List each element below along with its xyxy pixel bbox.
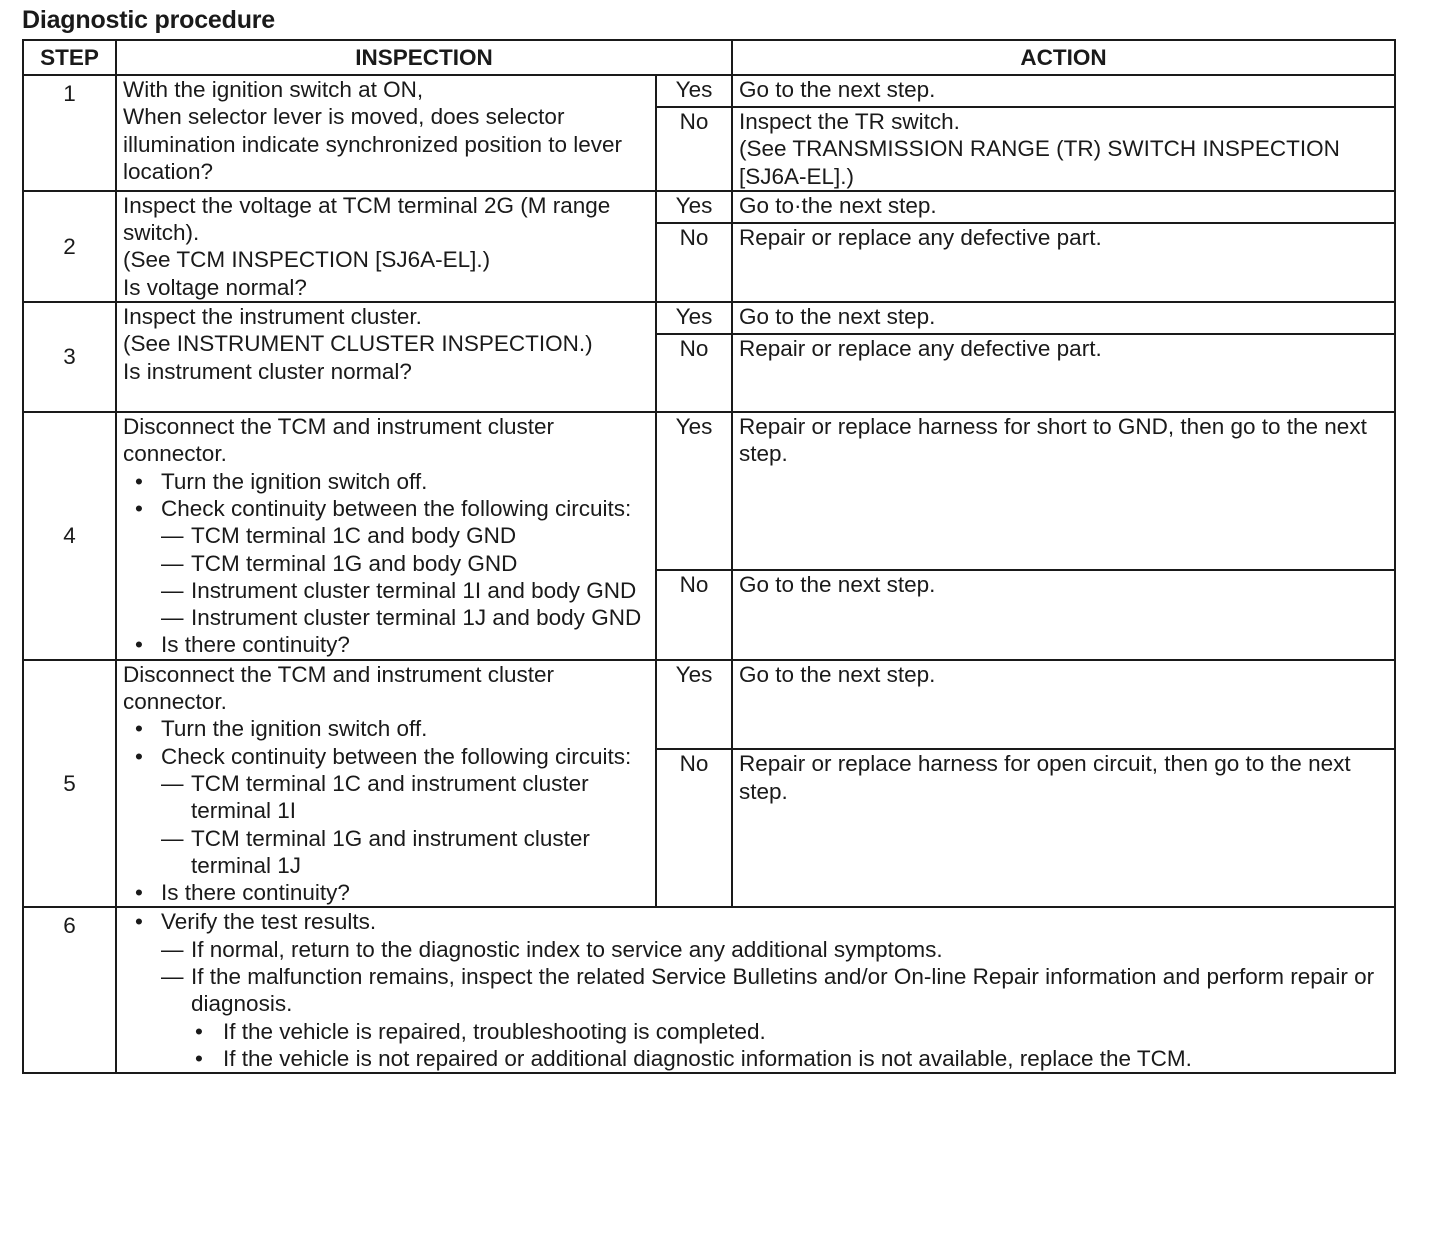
circuit-list bbox=[161, 770, 649, 879]
no-label: No bbox=[656, 334, 732, 412]
circuit-item: — TCM terminal 1C and body GND bbox=[161, 522, 649, 549]
header-action: ACTION bbox=[732, 40, 1395, 75]
circuit-list bbox=[161, 522, 649, 631]
circuit-item: — TCM terminal 1G and instrument cluster terminal 1J bbox=[161, 825, 649, 880]
result-item bbox=[161, 963, 1388, 1072]
step-number: 2 bbox=[23, 191, 116, 302]
action-yes: Go to the next step. bbox=[732, 302, 1395, 334]
circuit-item: — Instrument cluster terminal 1J and body GND bbox=[161, 604, 649, 631]
yes-label: Yes bbox=[656, 191, 732, 223]
inspection-bullets bbox=[123, 715, 649, 906]
inspection-text: Inspect the instrument cluster. (See INSTRUMENT CLUSTER INSPECTION.) Is instrument cluster normal? bbox=[116, 302, 656, 412]
action-no: Repair or replace any defective part. bbox=[732, 223, 1395, 302]
list-item bbox=[123, 908, 1388, 1072]
action-no: Go to the next step. bbox=[732, 570, 1395, 659]
table-row bbox=[23, 191, 1395, 223]
inspection-text: Inspect the voltage at TCM terminal 2G (M range switch). (See TCM INSPECTION [SJ6A-EL].) Is voltage normal? bbox=[116, 191, 656, 302]
action-no: Inspect the TR switch. (See TRANSMISSION RANGE (TR) SWITCH INSPECTION [SJ6A-EL].) bbox=[732, 107, 1395, 191]
list-item: • Turn the ignition switch off. bbox=[123, 715, 649, 742]
result-item: — If normal, return to the diagnostic index to service any additional symptoms. bbox=[161, 936, 1388, 963]
check-text: Check continuity between the following circuits: bbox=[161, 495, 632, 521]
circuit-item: — TCM terminal 1G and body GND bbox=[161, 550, 649, 577]
list-item: • Is there continuity? bbox=[123, 631, 649, 658]
inspection-text bbox=[116, 660, 656, 908]
table-row bbox=[23, 660, 1395, 749]
step-number: 6 bbox=[23, 907, 116, 1073]
inspection-intro: Disconnect the TCM and instrument cluster connector. bbox=[123, 661, 555, 715]
step-number: 5 bbox=[23, 660, 116, 908]
step-number: 3 bbox=[23, 302, 116, 412]
list-item bbox=[123, 495, 649, 631]
table-row bbox=[23, 75, 1395, 107]
circuit-item: — TCM terminal 1C and instrument cluster terminal 1I bbox=[161, 770, 649, 825]
action-yes: Repair or replace harness for short to GND, then go to the next step. bbox=[732, 412, 1395, 570]
inspection-text bbox=[116, 412, 656, 660]
inspection-bullets bbox=[123, 468, 649, 659]
check-text: Check continuity between the following circuits: bbox=[161, 743, 632, 769]
no-label: No bbox=[656, 749, 732, 907]
action-no: Repair or replace any defective part. bbox=[732, 334, 1395, 412]
table-row bbox=[23, 907, 1395, 1073]
header-step: STEP bbox=[23, 40, 116, 75]
header-row bbox=[23, 40, 1395, 75]
sub-item: • If the vehicle is repaired, troubleshooting is completed. bbox=[191, 1018, 1388, 1045]
verify-text: Verify the test results. bbox=[161, 909, 377, 935]
no-label: No bbox=[656, 570, 732, 659]
list-item: • Is there continuity? bbox=[123, 879, 649, 906]
action-no: Repair or replace harness for open circuit, then go to the next step. bbox=[732, 749, 1395, 907]
yes-label: Yes bbox=[656, 412, 732, 570]
list-item bbox=[123, 743, 649, 879]
step-number: 4 bbox=[23, 412, 116, 660]
inspection-bullets bbox=[123, 908, 1388, 1072]
action-yes: Go to the next step. bbox=[732, 660, 1395, 749]
inspection-text: With the ignition switch at ON, When selector lever is moved, does selector illumination indicate synchronized position to lever location? bbox=[116, 75, 656, 191]
sub-list bbox=[191, 1018, 1388, 1073]
page-title: Diagnostic procedure bbox=[22, 6, 275, 34]
no-label: No bbox=[656, 107, 732, 191]
inspection-text bbox=[116, 907, 1395, 1073]
table-row bbox=[23, 412, 1395, 570]
step-number: 1 bbox=[23, 75, 116, 191]
result-list bbox=[161, 936, 1388, 1072]
yes-label: Yes bbox=[656, 660, 732, 749]
no-label: No bbox=[656, 223, 732, 302]
yes-label: Yes bbox=[656, 302, 732, 334]
table-row bbox=[23, 302, 1395, 334]
inspection-intro: Disconnect the TCM and instrument cluster connector. bbox=[123, 414, 555, 467]
list-item: • Turn the ignition switch off. bbox=[123, 468, 649, 495]
diagnostic-table bbox=[22, 39, 1396, 1074]
result-remains-text: If the malfunction remains, inspect the related Service Bulletins and/or On-line Repair information and perform repair or diagnosis. bbox=[191, 964, 1375, 1017]
action-yes: Go to·the next step. bbox=[732, 191, 1395, 223]
yes-label: Yes bbox=[656, 75, 732, 107]
sub-item: • If the vehicle is not repaired or additional diagnostic information is not available, replace the TCM. bbox=[191, 1045, 1388, 1072]
circuit-item: — Instrument cluster terminal 1I and body GND bbox=[161, 577, 649, 604]
action-yes: Go to the next step. bbox=[732, 75, 1395, 107]
header-inspection: INSPECTION bbox=[116, 40, 732, 75]
